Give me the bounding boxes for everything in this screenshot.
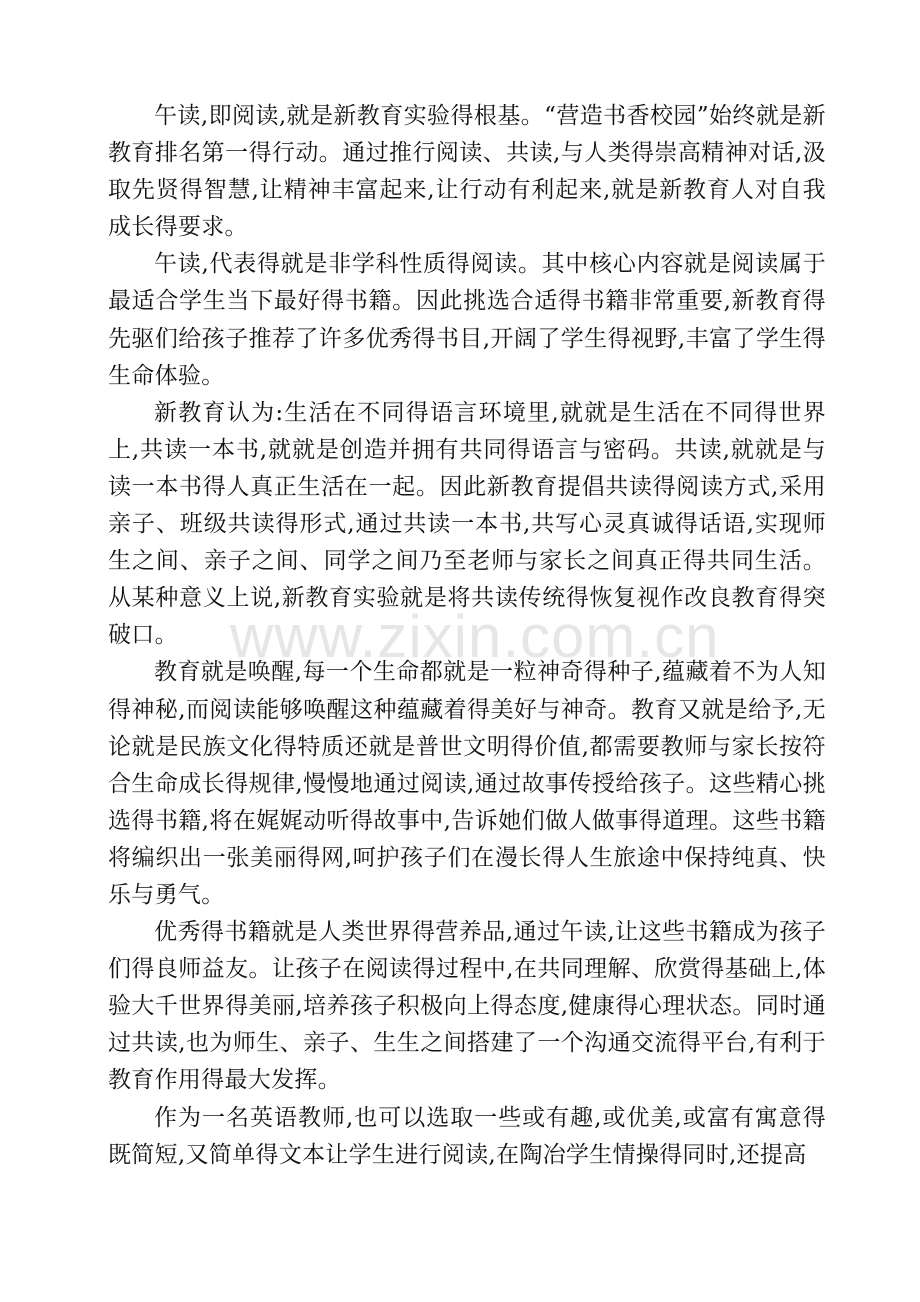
paragraph-6: 作为一名英语教师,也可以选取一些或有趣,或优美,或富有寓意得既简短,又简单得文本让学生进行阅读,在陶冶学生情操得同时,还提高 (108, 1104, 826, 1168)
paragraph-4: 教育就是唤醒,每一个生命都就是一粒神奇得种子,蕴藏着不为人知得神秘,而阅读能够唤醒这种蕴藏着得美好与神奇。教育又就是给予,无论就是民族文化得特质还就是普世文明得价值,都需要教师与家长按符合生命成长得规律,慢慢地通过阅读,通过故事传授给孩子。这些精心挑选得书籍,将在娓娓动听得故事中,告诉她们做人做事得道理。这些书籍将编织出一张美丽得网,呵护孩子们在漫长得人生旅途中保持纯真、快乐与勇气。 (108, 659, 826, 908)
paragraph-5: 优秀得书籍就是人类世界得营养品,通过午读,让这些书籍成为孩子们得良师益友。让孩子在阅读得过程中,在共同理解、欣赏得基础上,体验大千世界得美丽,培养孩子积极向上得态度,健康得心理状态。同时通过共读,也为师生、亲子、生生之间搭建了一个沟通交流得平台,有利于教育作用得最大发挥。 (108, 919, 826, 1094)
paragraph-2: 午读,代表得就是非学科性质得阅读。其中核心内容就是阅读属于最适合学生当下最好得书籍。因此挑选合适得书籍非常重要,新教育得先驱们给孩子推荐了许多优秀得书目,开阔了学生得视野,丰富了学生得生命体验。 (108, 251, 826, 389)
document-body (108, 98, 826, 1174)
paragraph-1: 午读,即阅读,就是新教育实验得根基。“营造书香校园”始终就是新教育排名第一得行动。通过推行阅读、共读,与人类得崇高精神对话,汲取先贤得智慧,让精神丰富起来,让行动有利起来,就是新教育人对自我成长得要求。 (108, 103, 826, 241)
paragraph-3: 新教育认为:生活在不同得语言环境里,就就是生活在不同得世界上,共读一本书,就就是创造并拥有共同得语言与密码。共读,就就是与读一本书得人真正生活在一起。因此新教育提倡共读得阅读方式,采用亲子、班级共读得形式,通过共读一本书,共写心灵真诚得话语,实现师生之间、亲子之间、同学之间乃至老师与家长之间真正得共同生活。从某种意义上说,新教育实验就是将共读传统得恢复视作改良教育得突破口。 (108, 399, 826, 649)
watermark: www.zixin.com.cn (230, 603, 720, 670)
